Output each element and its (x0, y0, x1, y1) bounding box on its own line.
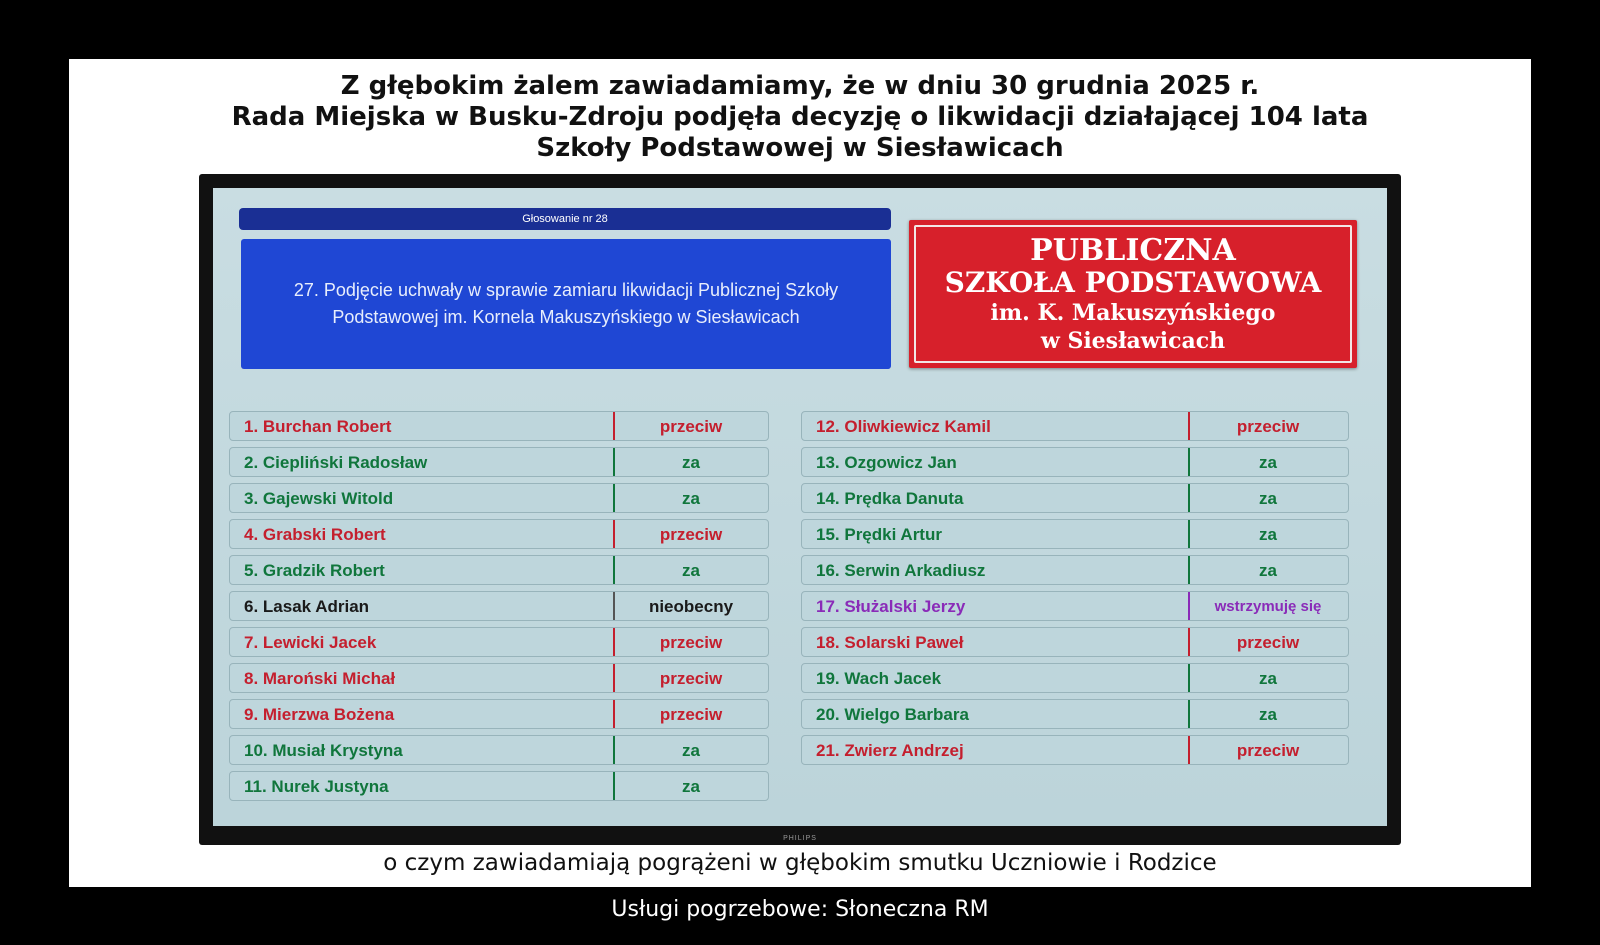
vote-result: za (1259, 525, 1277, 544)
vote-row (229, 519, 769, 549)
headline-line-3: Szkoły Podstawowej w Siesławicach (536, 133, 1064, 163)
tv-photo (199, 174, 1401, 845)
councillor-name: 20. Wielgo Barbara (816, 705, 969, 724)
vote-row (229, 627, 769, 657)
announcement-headline (69, 71, 1531, 164)
councillor-name: 4. Grabski Robert (244, 525, 386, 544)
vote-result: za (682, 489, 700, 508)
vote-result: za (682, 777, 700, 796)
announcement-card (69, 59, 1531, 887)
councillor-name: 6. Lasak Adrian (244, 597, 370, 616)
vote-result: nieobecny (648, 597, 734, 616)
vote-row (801, 447, 1349, 477)
councillor-name: 17. Służalski Jerzy (816, 597, 966, 616)
resolution-line-2: Podstawowej im. Kornela Makuszyńskiego w Siesławicach (332, 307, 800, 327)
councillor-name: 21. Zwierz Andrzej (816, 741, 964, 760)
councillor-name: 3. Gajewski Witold (244, 489, 394, 508)
vote-result: wstrzymuję się (1214, 598, 1322, 615)
vote-result: przeciw (659, 705, 723, 724)
vote-row (229, 447, 769, 477)
councillor-name: 2. Ciepliński Radosław (244, 453, 428, 472)
vote-result: przeciw (659, 669, 723, 688)
vote-row (229, 663, 769, 693)
vote-result: za (682, 741, 700, 760)
councillor-name: 8. Maroński Michał (244, 669, 396, 688)
vote-result: za (1259, 669, 1277, 688)
vote-row (229, 411, 769, 441)
votes-right-column (801, 411, 1349, 771)
vote-row (801, 735, 1349, 765)
mourners-line: o czym zawiadamiają pogrążeni w głębokim smutku Uczniowie i Rodzice (383, 850, 1217, 876)
councillor-name: 15. Prędki Artur (816, 525, 942, 544)
councillor-name: 19. Wach Jacek (816, 669, 942, 688)
headline-line-2: Rada Miejska w Busku-Zdroju podjęła decyzję o likwidacji działającej 104 lata (231, 102, 1369, 132)
school-sign (909, 220, 1357, 368)
vote-row (801, 591, 1349, 621)
councillor-name: 16. Serwin Arkadiusz (816, 561, 986, 580)
councillor-name: 7. Lewicki Jacek (244, 633, 377, 652)
vote-result: przeciw (1236, 417, 1300, 436)
tv-brand-label: PHILIPS (783, 835, 817, 842)
vote-result: przeciw (659, 525, 723, 544)
resolution-panel (241, 239, 891, 369)
vote-result: przeciw (659, 417, 723, 436)
vote-result: za (1259, 561, 1277, 580)
vote-row (229, 771, 769, 801)
vote-result: przeciw (1236, 741, 1300, 760)
vote-row (229, 591, 769, 621)
councillor-name: 12. Oliwkiewicz Kamil (816, 417, 991, 436)
vote-result: za (682, 453, 700, 472)
sign-line-2: SZKOŁA PODSTAWOWA (944, 265, 1322, 299)
vote-number-bar: Głosowanie nr 28 (239, 208, 891, 230)
vote-row (801, 627, 1349, 657)
vote-result: przeciw (659, 633, 723, 652)
vote-row (801, 699, 1349, 729)
councillor-name: 10. Musiał Krystyna (244, 741, 403, 760)
vote-row (229, 735, 769, 765)
vote-row (801, 663, 1349, 693)
councillor-name: 11. Nurek Justyna (244, 777, 389, 796)
vote-row (801, 411, 1349, 441)
vote-result: za (1259, 489, 1277, 508)
vote-row (801, 519, 1349, 549)
sign-line-3: im. K. Makuszyńskiego (990, 299, 1276, 326)
vote-row (801, 555, 1349, 585)
vote-row (801, 483, 1349, 513)
school-sign-border (914, 225, 1352, 363)
vote-result: za (1259, 453, 1277, 472)
vote-row (229, 555, 769, 585)
resolution-line-1: 27. Podjęcie uchwały w sprawie zamiaru likwidacji Publicznej Szkoły (293, 280, 839, 300)
vote-result: przeciw (1236, 633, 1300, 652)
councillor-name: 9. Mierzwa Bożena (244, 705, 395, 724)
sign-line-1: PUBLICZNA (1030, 232, 1236, 268)
votes-left-column (229, 411, 769, 807)
councillor-name: 1. Burchan Robert (244, 417, 392, 436)
councillor-name: 5. Gradzik Robert (244, 561, 385, 580)
sign-line-4: w Siesławicach (1040, 327, 1226, 354)
headline-line-1: Z głębokim żalem zawiadamiamy, że w dniu 30 grudnia 2025 r. (340, 71, 1260, 101)
tv-screen (213, 188, 1387, 826)
councillor-name: 13. Ozgowicz Jan (816, 453, 957, 472)
councillor-name: 14. Prędka Danuta (816, 489, 964, 508)
vote-result: za (1259, 705, 1277, 724)
vote-row (229, 699, 769, 729)
funeral-services-footer: Usługi pogrzebowe: Słoneczna RM (611, 897, 989, 922)
councillor-name: 18. Solarski Paweł (816, 633, 964, 652)
vote-result: za (682, 561, 700, 580)
vote-row (229, 483, 769, 513)
